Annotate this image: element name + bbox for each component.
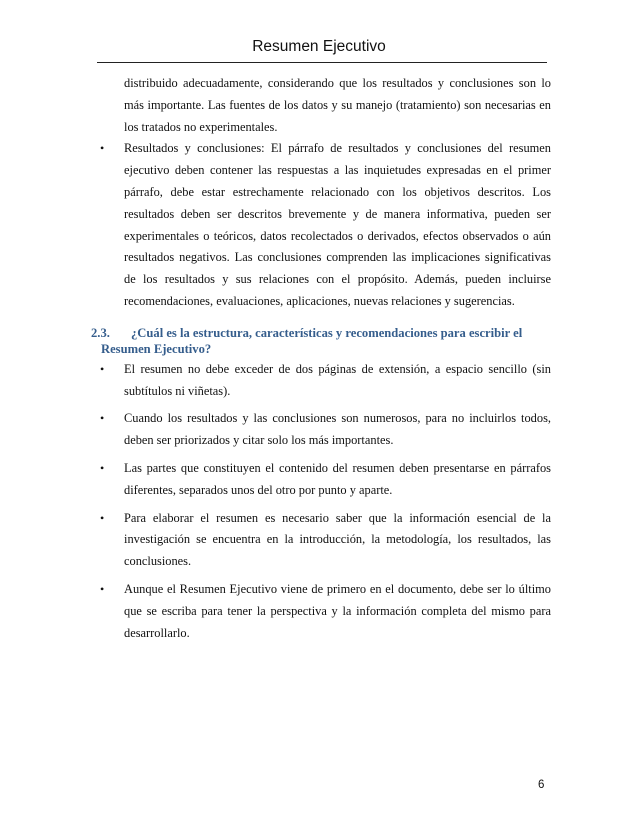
- list-item-text: El resumen no debe exceder de dos páginas de extensión, a espacio sencillo (sin subtítulos ni viñetas).: [124, 361, 551, 398]
- bullet-icon: •: [100, 460, 105, 475]
- list-item-text: Aunque el Resumen Ejecutivo viene de primero en el documento, debe ser lo último que se escriba para tener la perspectiva y la información completa del mismo para desarrollarlo.: [124, 581, 551, 640]
- list-item: [91, 508, 551, 573]
- list-item-text: Para elaborar el resumen es necesario saber que la información esencial de la investigación se encuentra en la introducción, la metodología, los resultados, las conclusiones.: [124, 510, 551, 569]
- bullet-icon: •: [100, 581, 105, 596]
- list-item: [91, 579, 551, 644]
- page-header-title: Resumen Ejecutivo: [252, 38, 386, 55]
- list-item-text: Las partes que constituyen el contenido del resumen deben presentarse en párrafos diferentes, separados unos del otro por punto y aparte.: [124, 460, 551, 497]
- results-bullet-list: [91, 138, 551, 312]
- header-divider: [97, 62, 547, 63]
- continuation-paragraph: distribuido adecuadamente, considerando que los resultados y conclusiones son lo más importante. Las fuentes de los datos y su manejo (tratamiento) son necesarias en los tratados no experimentales.: [124, 76, 551, 134]
- list-item: [91, 408, 551, 452]
- list-item: [91, 138, 551, 312]
- bullet-icon: •: [100, 411, 105, 426]
- list-item: [91, 458, 551, 502]
- list-item-text: Cuando los resultados y las conclusiones son numerosos, para no incluirlos todos, deben ser priorizados y citar solo los más importantes.: [124, 411, 551, 448]
- list-item: [91, 359, 551, 403]
- page-number: 6: [538, 779, 545, 791]
- section-title-line2: Resumen Ejecutivo?: [101, 341, 212, 356]
- section-number: 2.3.: [91, 325, 110, 340]
- page-body: [91, 73, 551, 650]
- recommendations-bullet-list: [91, 359, 551, 645]
- section-title-line1: ¿Cuál es la estructura, características y recomendaciones para escribir el: [131, 325, 523, 340]
- bullet-icon: •: [100, 141, 105, 156]
- section-heading: [91, 325, 551, 357]
- bullet-icon: •: [100, 361, 105, 376]
- list-item-text: Resultados y conclusiones: El párrafo de resultados y conclusiones del resumen ejecutivo deben contener las respuestas a las inquietudes expresadas en el primer párrafo, debe estar estrechamente relacionado con los objetivos descritos. Los resultados deben ser descritos brevemente y de manera informativa, pueden ser experimentales o teóricos, datos recolectados o derivados, efectos observados o aún resultados negativos. Las conclusiones comprenden las implicaciones significativas de los resultados y sus relaciones con el propósito. Además, pueden incluirse recomendaciones, evaluaciones, aplicaciones, nuevas relaciones y sugerencias.: [124, 141, 551, 308]
- bullet-icon: •: [100, 510, 105, 525]
